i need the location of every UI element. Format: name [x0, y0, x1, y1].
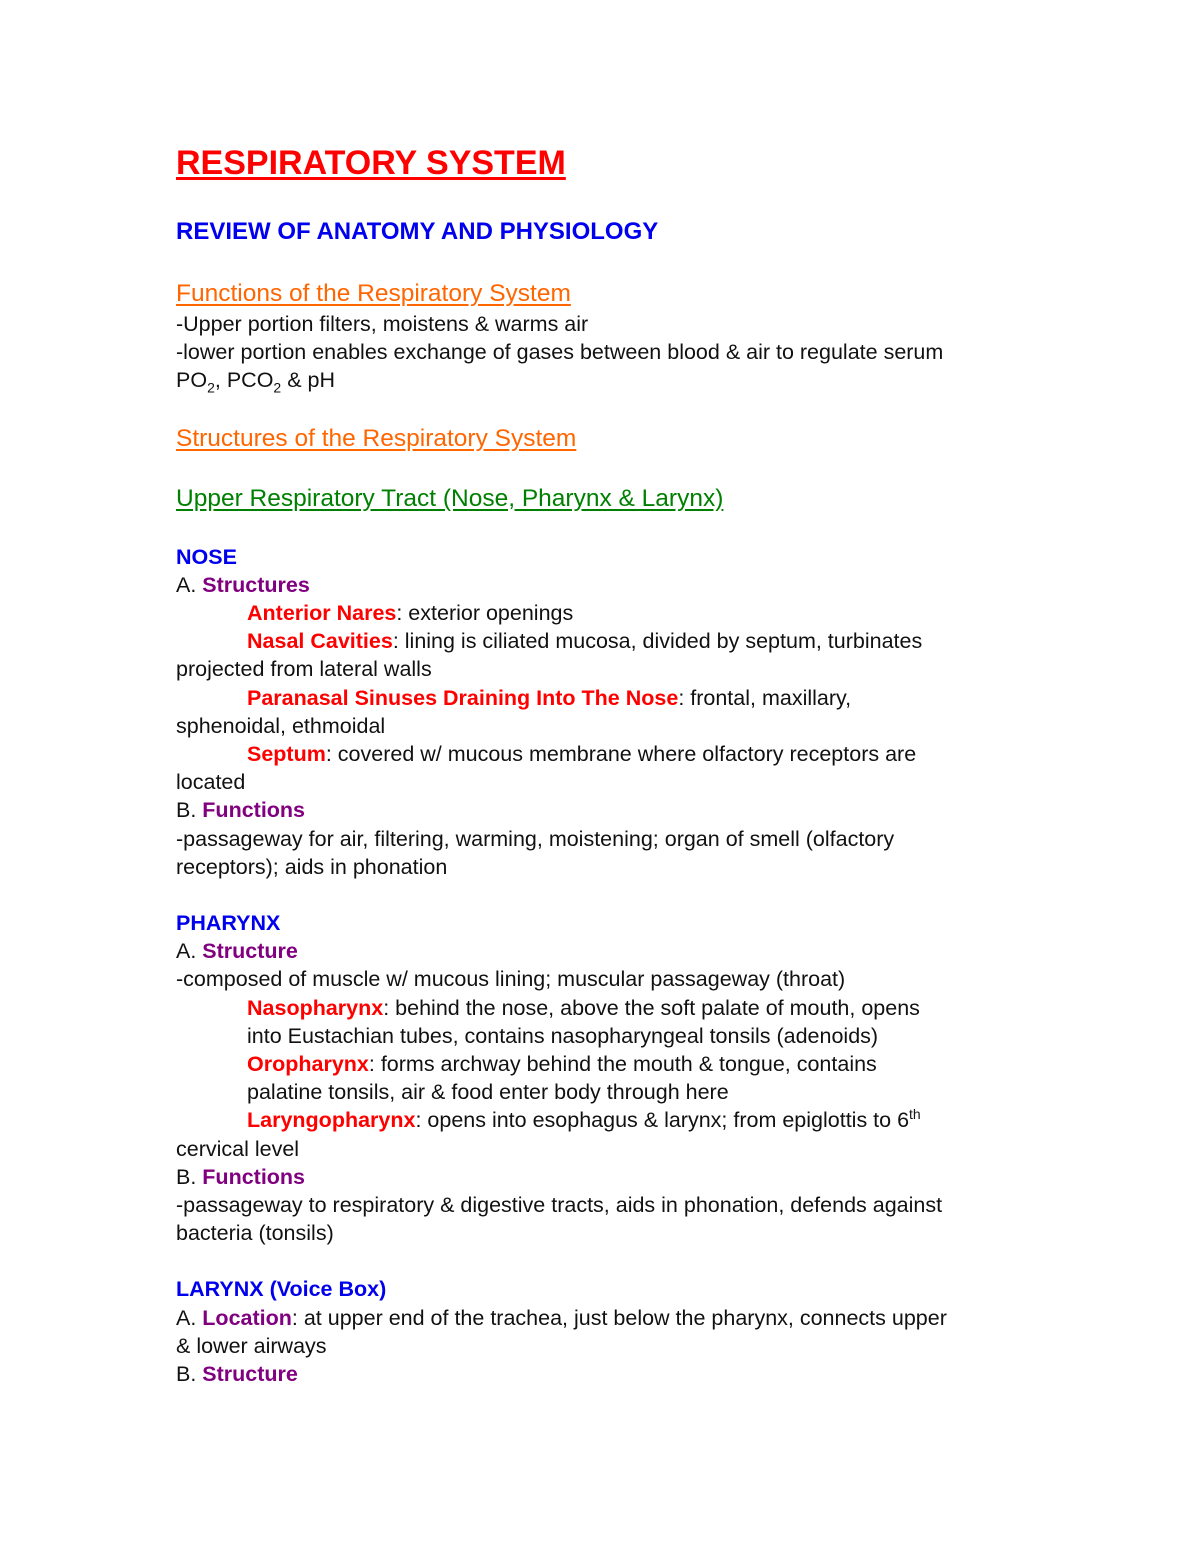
functions-label: Functions [202, 1164, 306, 1189]
pco-subscript: 2 [273, 379, 282, 396]
functions-line-2: -lower portion enables exchange of gases between blood & air to regulate serum [176, 340, 944, 365]
oropharynx-item [176, 1050, 1036, 1078]
spacer [176, 1247, 1036, 1275]
page-subtitle: REVIEW OF ANATOMY AND PHYSIOLOGY [176, 218, 659, 245]
list-marker: A. [176, 572, 203, 597]
pharynx-functions-line-2: bacteria (tonsils) [176, 1221, 334, 1246]
location-label: Location [202, 1305, 292, 1330]
pco-text: , PCO [214, 368, 274, 393]
upper-tract-heading: Upper Respiratory Tract (Nose, Pharynx & Larynx) [176, 484, 724, 512]
functions-label: Functions [202, 798, 306, 823]
laryngopharynx-item [176, 1106, 1036, 1134]
pharynx-heading: PHARYNX [176, 911, 281, 936]
nose-functions-line-2: receptors); aids in phonation [176, 854, 448, 879]
paranasal-sinuses-item [176, 684, 1036, 712]
spacer [176, 455, 1036, 483]
laryngopharynx-cont: cervical level [176, 1136, 300, 1161]
definition: : exterior openings [396, 601, 574, 626]
spacer [176, 881, 1036, 909]
pharynx-intro: -composed of muscle w/ mucous lining; muscular passageway (throat) [176, 967, 846, 992]
list-marker: A. [176, 939, 203, 964]
term: Nasal Cavities [247, 629, 393, 654]
functions-line-1: -Upper portion filters, moistens & warms air [176, 312, 589, 336]
definition: : covered w/ mucous membrane where olfactory receptors are [325, 742, 917, 767]
structures-heading: Structures of the Respiratory System [176, 424, 577, 452]
nose-functions-line-1: -passageway for air, filtering, warming, moistening; organ of smell (olfactory [176, 826, 895, 851]
definition: : at upper end of the trachea, just below the pharynx, connects upper [291, 1305, 947, 1330]
structure-label: Structure [202, 939, 298, 964]
definition: : forms archway behind the mouth & tongue, contains [368, 1052, 877, 1077]
larynx-structure-label [176, 1360, 1036, 1388]
structures-label: Structures [202, 572, 310, 597]
nose-functions-label [176, 796, 1036, 824]
pharynx-functions-label [176, 1163, 1036, 1191]
list-marker: B. [176, 1362, 203, 1387]
definition: : behind the nose, above the soft palate of mouth, opens [383, 995, 920, 1020]
definition: : lining is ciliated mucosa, divided by septum, turbinates [392, 629, 923, 654]
ordinal-superscript: th [909, 1106, 921, 1123]
term: Anterior Nares [247, 601, 397, 626]
term: Laryngopharynx [247, 1108, 416, 1133]
document-body [176, 140, 1036, 1388]
po-subscript: 2 [207, 379, 215, 396]
list-marker: A. [176, 1305, 203, 1330]
pharynx-structure-label [176, 937, 1036, 965]
nasal-cavities-cont: projected from lateral walls [176, 657, 432, 682]
larynx-heading: LARYNX (Voice Box) [176, 1277, 387, 1302]
nose-structures-label [176, 571, 1036, 599]
nasopharynx-cont: into Eustachian tubes, contains nasopharyngeal tonsils (adenoids) [247, 1023, 879, 1048]
list-marker: B. [176, 1164, 203, 1189]
larynx-location-cont: & lower airways [176, 1333, 327, 1358]
functions-line-3 [176, 366, 1036, 394]
term: Nasopharynx [247, 995, 384, 1020]
functions-heading: Functions of the Respiratory System [176, 280, 571, 307]
septum-item [176, 740, 1036, 768]
nasal-cavities-item [176, 627, 1036, 655]
septum-cont: located [176, 770, 246, 795]
ph-text: & pH [281, 368, 335, 393]
term: Oropharynx [247, 1052, 369, 1077]
po-text: PO [176, 368, 208, 393]
nasopharynx-item [176, 994, 1036, 1022]
page-title: RESPIRATORY SYSTEM [176, 144, 566, 182]
term: Septum [247, 742, 326, 767]
anterior-nares-item [176, 599, 1036, 627]
structure-label: Structure [202, 1362, 298, 1387]
list-marker: B. [176, 798, 203, 823]
definition: : opens into esophagus & larynx; from epiglottis to 6 [415, 1108, 910, 1133]
term: Paranasal Sinuses Draining Into The Nose [247, 685, 679, 710]
spacer [176, 395, 1036, 423]
pharynx-functions-line-1: -passageway to respiratory & digestive tracts, aids in phonation, defends against [176, 1193, 943, 1218]
paranasal-sinuses-cont: sphenoidal, ethmoidal [176, 713, 386, 738]
definition: : frontal, maxillary, [678, 685, 852, 710]
larynx-location-item [176, 1304, 1036, 1332]
oropharynx-cont: palatine tonsils, air & food enter body through here [247, 1080, 729, 1105]
nose-heading: NOSE [176, 544, 237, 569]
spacer [176, 515, 1036, 543]
